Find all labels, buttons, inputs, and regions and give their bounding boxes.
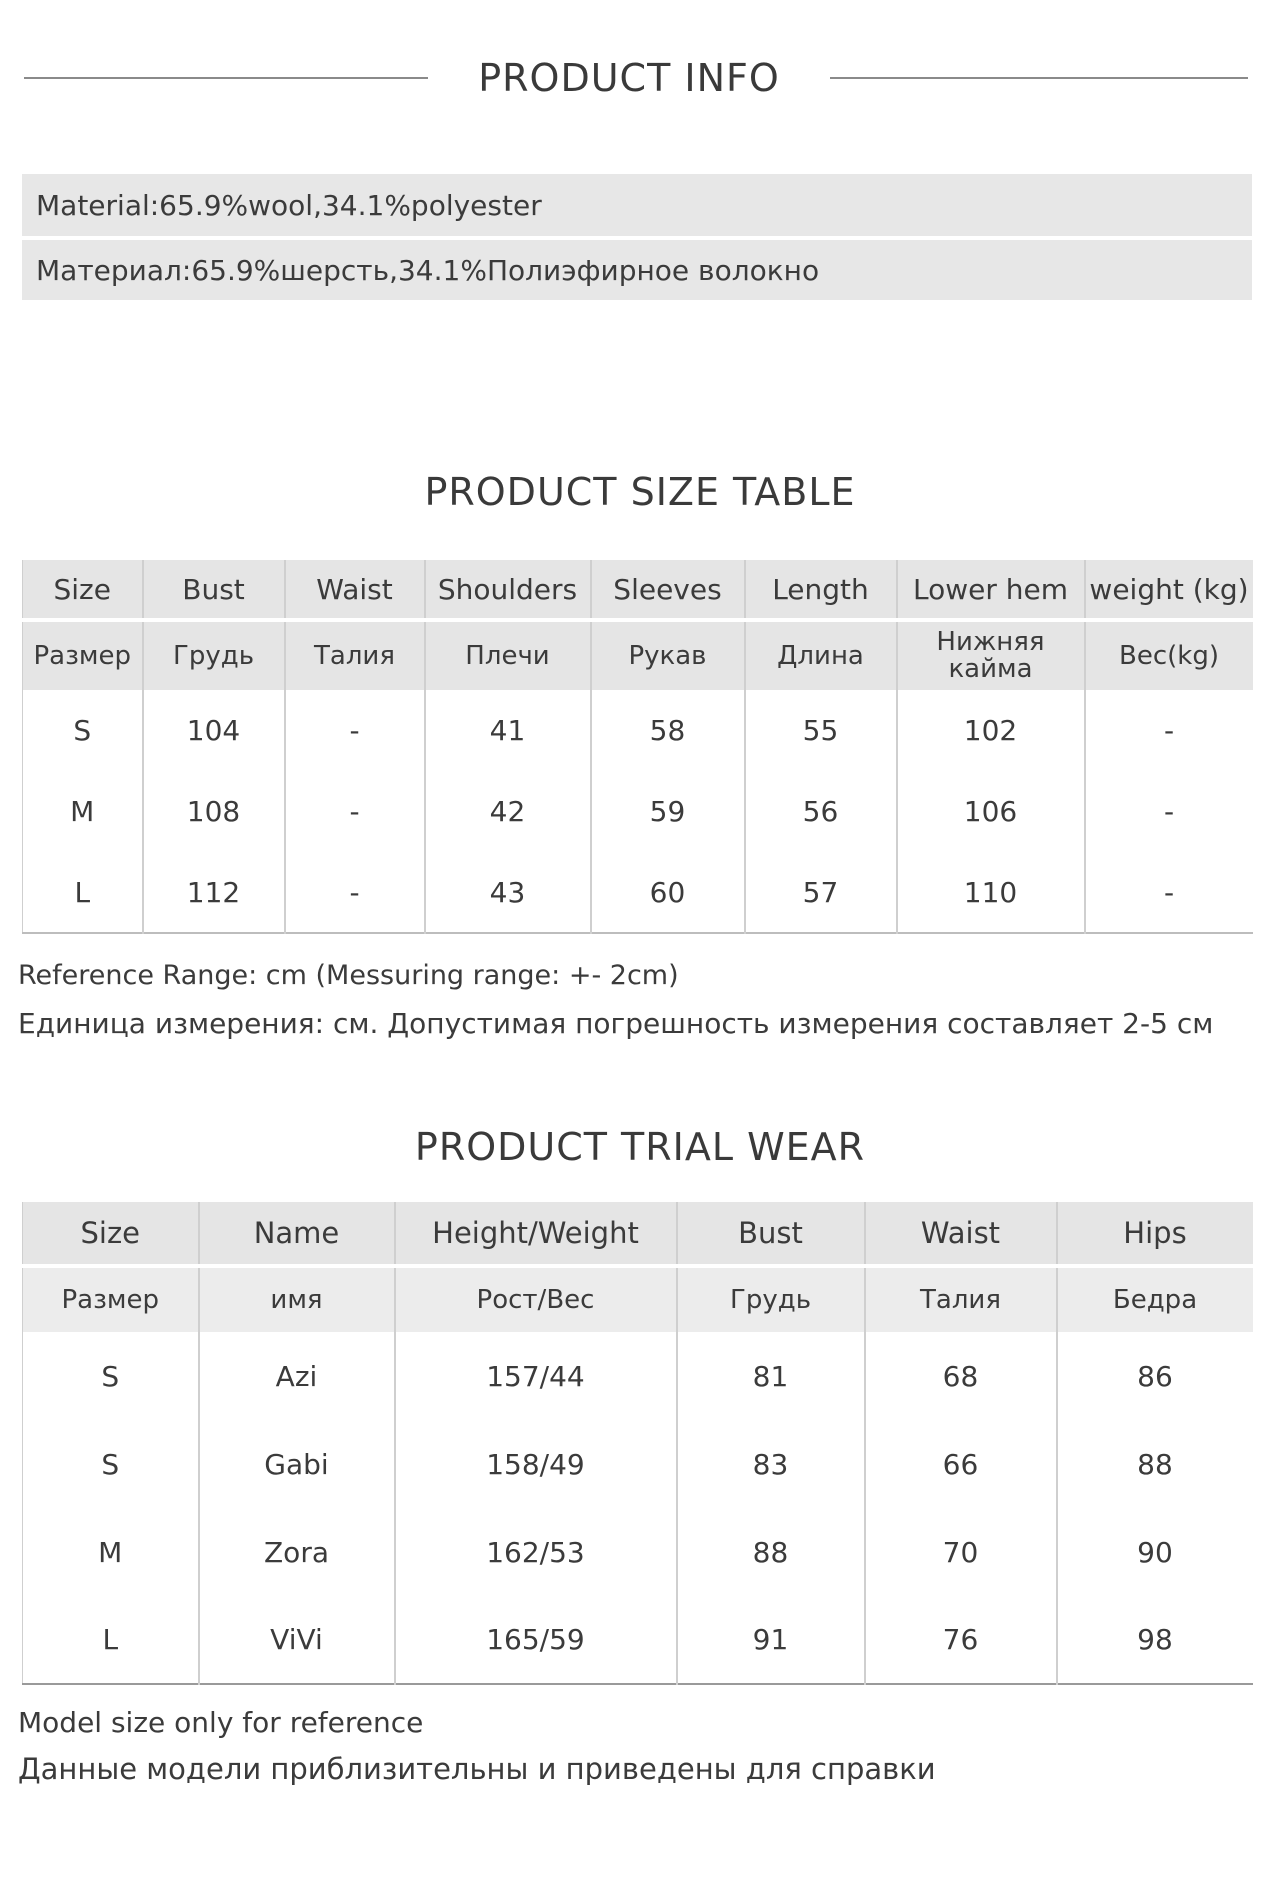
table-cell: 90 [1057,1508,1253,1596]
trial-wear-table [22,1202,1253,1685]
table-cell: 106 [897,771,1085,852]
table-cell: - [1085,852,1253,933]
size-table-header-ru [23,620,1253,690]
header-cell: Sleeves [591,560,745,620]
header-cell: Lower hem [897,560,1085,620]
size-table-title: PRODUCT SIZE TABLE [424,470,856,514]
header-cell: Размер [23,620,143,690]
table-cell: 162/53 [395,1508,677,1596]
table-cell: 60 [591,852,745,933]
table-cell: 83 [677,1420,865,1508]
table-cell: 58 [591,690,745,771]
table-cell: 59 [591,771,745,852]
table-cell: 43 [425,852,591,933]
table-row [23,1420,1253,1508]
header-cell: Грудь [143,620,285,690]
material-english-text: Material:65.9%wool,34.1%polyester [36,188,542,222]
header-cell: Waist [865,1202,1057,1266]
header-cell: Вес(kg) [1085,620,1253,690]
table-cell: 91 [677,1596,865,1684]
table-cell: 157/44 [395,1332,677,1420]
trial-note-english: Model size only for reference [18,1706,424,1739]
table-cell: 104 [143,690,285,771]
table-cell: 57 [745,852,897,933]
table-cell: Gabi [199,1420,395,1508]
header-cell: имя [199,1266,395,1332]
header-cell: Size [23,560,143,620]
size-note-english: Reference Range: cm (Messuring range: +- 2cm) [18,960,679,991]
table-cell: - [285,690,425,771]
header-cell: Bust [143,560,285,620]
table-row [23,771,1253,852]
table-cell: S [23,690,143,771]
table-cell: 42 [425,771,591,852]
header-cell: Грудь [677,1266,865,1332]
table-cell: 88 [677,1508,865,1596]
material-english [22,174,1252,236]
table-cell: 70 [865,1508,1057,1596]
header-cell: Рост/Вес [395,1266,677,1332]
header-cell: weight (kg) [1085,560,1253,620]
heading-divider-right [830,77,1248,79]
table-cell: 81 [677,1332,865,1420]
material-russian-text: Материал:65.9%шерсть,34.1%Полиэфирное волокно [36,253,820,287]
table-cell: Azi [199,1332,395,1420]
header-cell: Size [23,1202,199,1266]
header-cell: Плечи [425,620,591,690]
table-cell: S [23,1332,199,1420]
table-cell: 98 [1057,1596,1253,1684]
header-cell: Рукав [591,620,745,690]
trial-table-header-ru [23,1266,1253,1332]
table-row [23,1596,1253,1684]
table-cell: 108 [143,771,285,852]
table-cell: 110 [897,852,1085,933]
table-cell: 102 [897,690,1085,771]
table-row [23,1332,1253,1420]
table-row [23,852,1253,933]
header-cell: Длина [745,620,897,690]
table-cell: 56 [745,771,897,852]
table-cell: 165/59 [395,1596,677,1684]
trial-wear-title: PRODUCT TRIAL WEAR [414,1125,866,1169]
table-cell: 158/49 [395,1420,677,1508]
header-cell: Талия [865,1266,1057,1332]
size-table [22,560,1253,934]
size-note-russian: Единица измерения: см. Допустимая погрешность измерения составляет 2-5 см [18,1007,1214,1040]
table-row [23,690,1253,771]
table-cell: M [23,771,143,852]
table-cell: 66 [865,1420,1057,1508]
header-cell: Waist [285,560,425,620]
table-cell: - [285,852,425,933]
header-cell: Hips [1057,1202,1253,1266]
table-cell: 76 [865,1596,1057,1684]
header-cell: Бедра [1057,1266,1253,1332]
header-cell: Bust [677,1202,865,1266]
table-cell: L [23,1596,199,1684]
material-russian [22,240,1252,300]
header-cell: Name [199,1202,395,1266]
table-cell: 68 [865,1332,1057,1420]
trial-table-header-en [23,1202,1253,1266]
table-row [23,1508,1253,1596]
size-table-header-en [23,560,1253,620]
table-cell: S [23,1420,199,1508]
table-cell: - [285,771,425,852]
header-cell: Размер [23,1266,199,1332]
table-cell: 55 [745,690,897,771]
header-cell: Талия [285,620,425,690]
heading-divider-left [24,77,428,79]
table-cell: 41 [425,690,591,771]
table-cell: 86 [1057,1332,1253,1420]
header-cell: Shoulders [425,560,591,620]
header-cell: Нижняя кайма [897,620,1085,690]
table-cell: M [23,1508,199,1596]
header-cell: Length [745,560,897,620]
header-cell: Height/Weight [395,1202,677,1266]
table-cell: Zora [199,1508,395,1596]
table-cell: ViVi [199,1596,395,1684]
table-cell: - [1085,690,1253,771]
trial-note-russian: Данные модели приблизительны и приведены для справки [18,1752,936,1786]
table-cell: - [1085,771,1253,852]
table-cell: L [23,852,143,933]
table-cell: 88 [1057,1420,1253,1508]
table-cell: 112 [143,852,285,933]
product-info-title: PRODUCT INFO [478,56,780,100]
